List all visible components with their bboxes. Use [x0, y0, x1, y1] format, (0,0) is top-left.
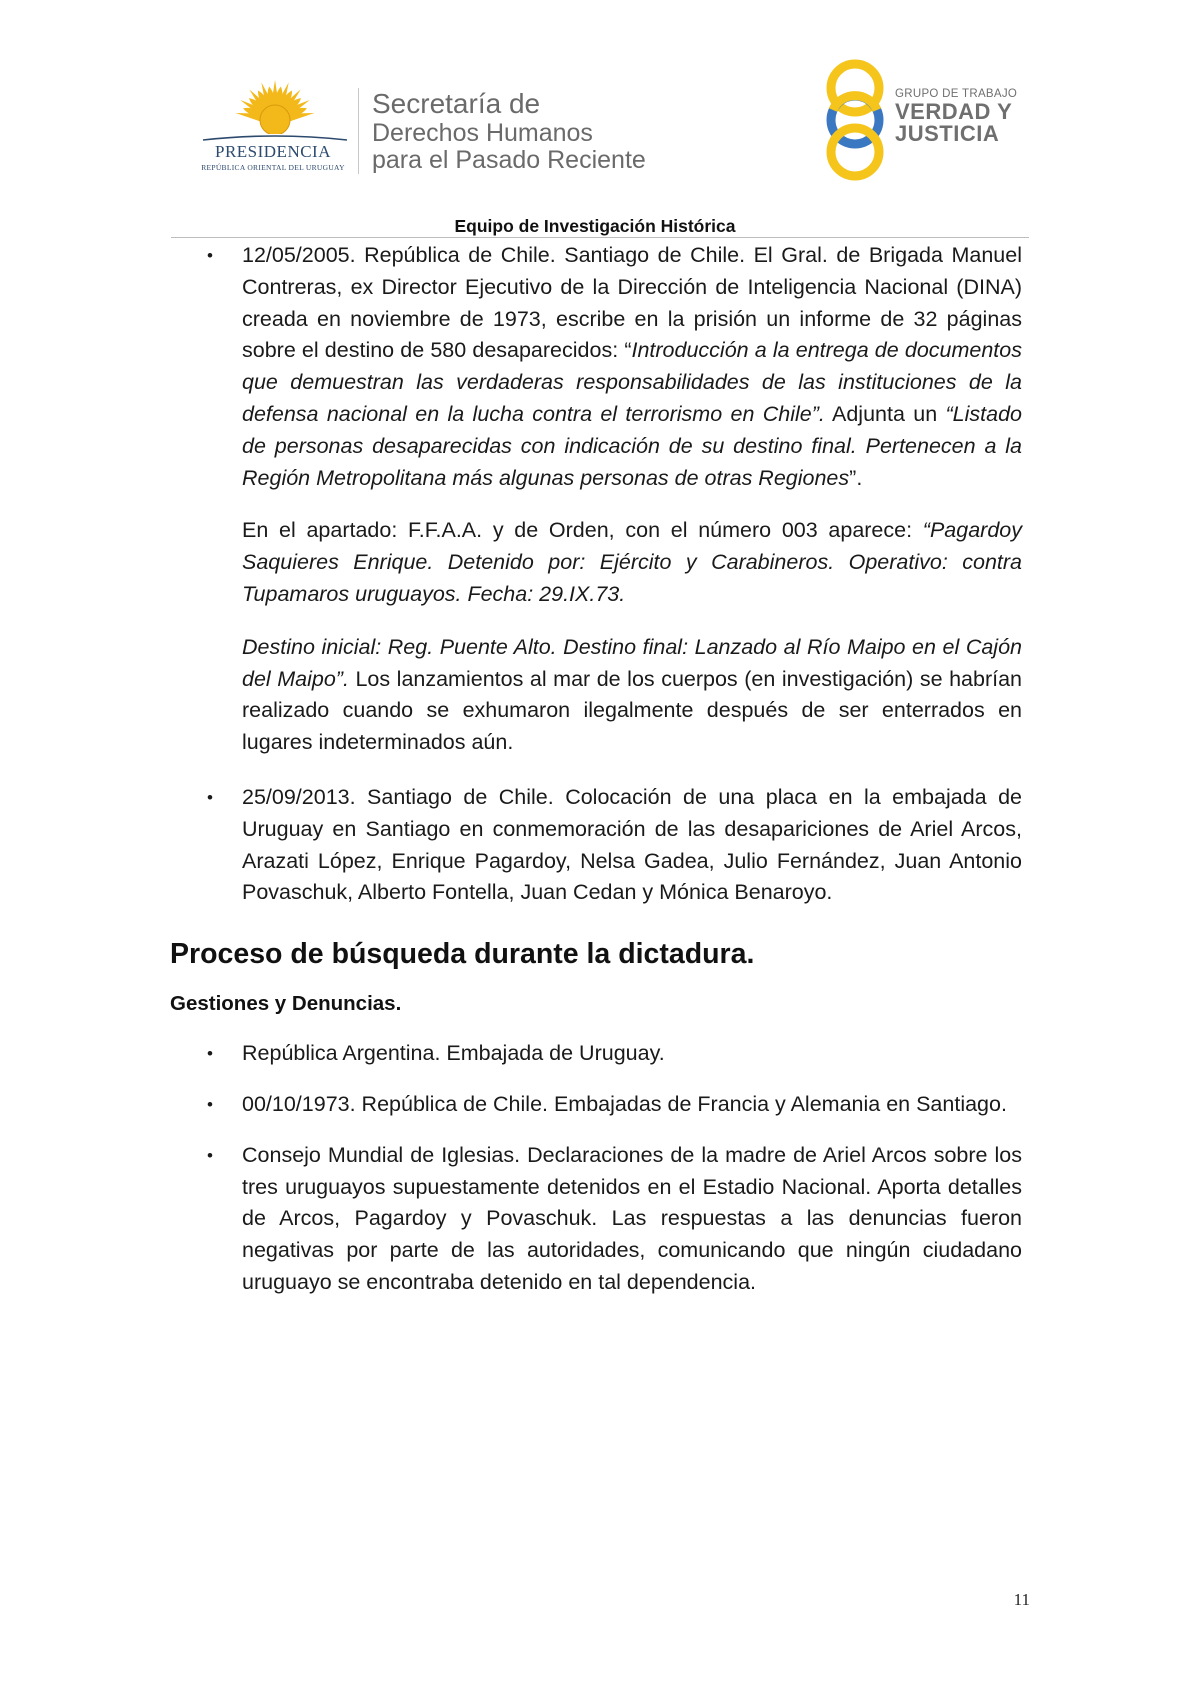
subsection-heading: Gestiones y Denuncias. [170, 992, 402, 1016]
list-item [170, 782, 1022, 909]
bullet-icon: • [207, 1094, 213, 1114]
item-text: 25/09/2013. Santiago de Chile. Colocación de una placa en la embajada de Uruguay en Santiago en conmemoración de las desapariciones de Ariel Arcos, Arazati López, Enrique Pagardoy, Nelsa Gadea, Julio Fernández, Juan Antonio Povaschuk, Alberto Fontella, Juan Cedan y Mónica Benaroyo. [242, 784, 1022, 905]
item-quote: Introducción a la entrega de documentos que demuestran las verdaderas responsabilidades de las instituciones de la defensa nacional en la lucha contra el terrorismo en Chile”. [242, 338, 1022, 426]
paragraph-quote: “Pagardoy Saquieres Enrique. Detenido por: Ejército y Carabineros. Operativo: contra Tupamaros uruguayos. Fecha: 29.IX.73. [242, 518, 1022, 606]
secretaria-line1: Secretaría de [372, 88, 541, 119]
item-text: Consejo Mundial de Iglesias. Declaraciones de la madre de Ariel Arcos sobre los tres uruguayos supuestamente detenidos en el Estadio Nacional. Aporta detalles de Arcos, Pagardoy y Povaschuk. Las respuestas a las denuncias fueron negativas por parte de las autoridades, comunicando que ningún ciudadano uruguayo se encontraba detenido en tal dependencia. [242, 1142, 1022, 1294]
paragraph-text: En el apartado: F.F.A.A. y de Orden, con el número 003 aparece: [242, 518, 923, 543]
team-title: Equipo de Investigación Histórica [454, 216, 736, 236]
item-text: 12/05/2005. República de Chile. Santiago de Chile. El Gral. de Brigada Manuel Contreras, ex Director Ejecutivo de la Dirección de Inteligencia Nacional (DINA) creada en noviembre de 1973, escribe en la prisión un informe de 32 páginas sobre el destino de 580 desaparecidos: “ [242, 243, 1022, 363]
bullet-icon: • [207, 787, 213, 807]
secretaria-logo-text [372, 90, 646, 174]
list-item [170, 1038, 1022, 1070]
bullet-icon: • [207, 246, 213, 265]
linked-rings-icon [815, 58, 895, 182]
paragraph [170, 632, 1022, 759]
presidencia-label: PRESIDENCIA [214, 142, 331, 161]
item-text: 00/10/1973. República de Chile. Embajadas de Francia y Alemania en Santiago. [242, 1091, 1007, 1116]
gtvj-line2: VERDAD Y [895, 99, 1013, 124]
list-item [170, 1089, 1022, 1121]
gtvj-logo-text [895, 88, 1017, 145]
bullet-icon: • [207, 1044, 213, 1064]
gtvj-line1: GRUPO DE TRABAJO [895, 88, 1018, 100]
gtvj-line3: JUSTICIA [895, 121, 1000, 146]
list-item [170, 1140, 1022, 1299]
secretaria-line2: Derechos Humanos [372, 119, 593, 147]
item-text: ”. [849, 465, 863, 490]
list-item [170, 240, 1022, 494]
paragraph-quote: Destino inicial: Reg. Puente Alto. Destino final: Lanzado al Río Maipo en el Cajón del Maipo”. [242, 634, 1022, 691]
item-text: República Argentina. Embajada de Uruguay. [242, 1041, 665, 1066]
header-rule [171, 237, 1029, 238]
section-heading: Proceso de búsqueda durante la dictadura. [170, 938, 755, 971]
document-body [170, 240, 1022, 1299]
item-text: Adjunta un [824, 401, 946, 426]
paragraph [170, 515, 1022, 610]
presidencia-subtitle: REPÚBLICA ORIENTAL DEL URUGUAY [201, 163, 345, 172]
header-divider [358, 88, 359, 174]
bullet-icon: • [207, 1145, 213, 1165]
item-quote: “Listado de personas desaparecidas con indicación de su destino final. Pertenecen a la Región Metropolitana más algunas personas de otras Regiones [242, 401, 1022, 490]
secretaria-line3: para el Pasado Reciente [372, 146, 646, 174]
paragraph-text: Los lanzamientos al mar de los cuerpos (en investigación) se habrían realizado cuando se exhumaron ilegalmente después de ser enterrados en lugares indeterminados aún. [242, 666, 1022, 755]
page-header [0, 0, 1190, 236]
page-number: 11 [1013, 1590, 1030, 1609]
